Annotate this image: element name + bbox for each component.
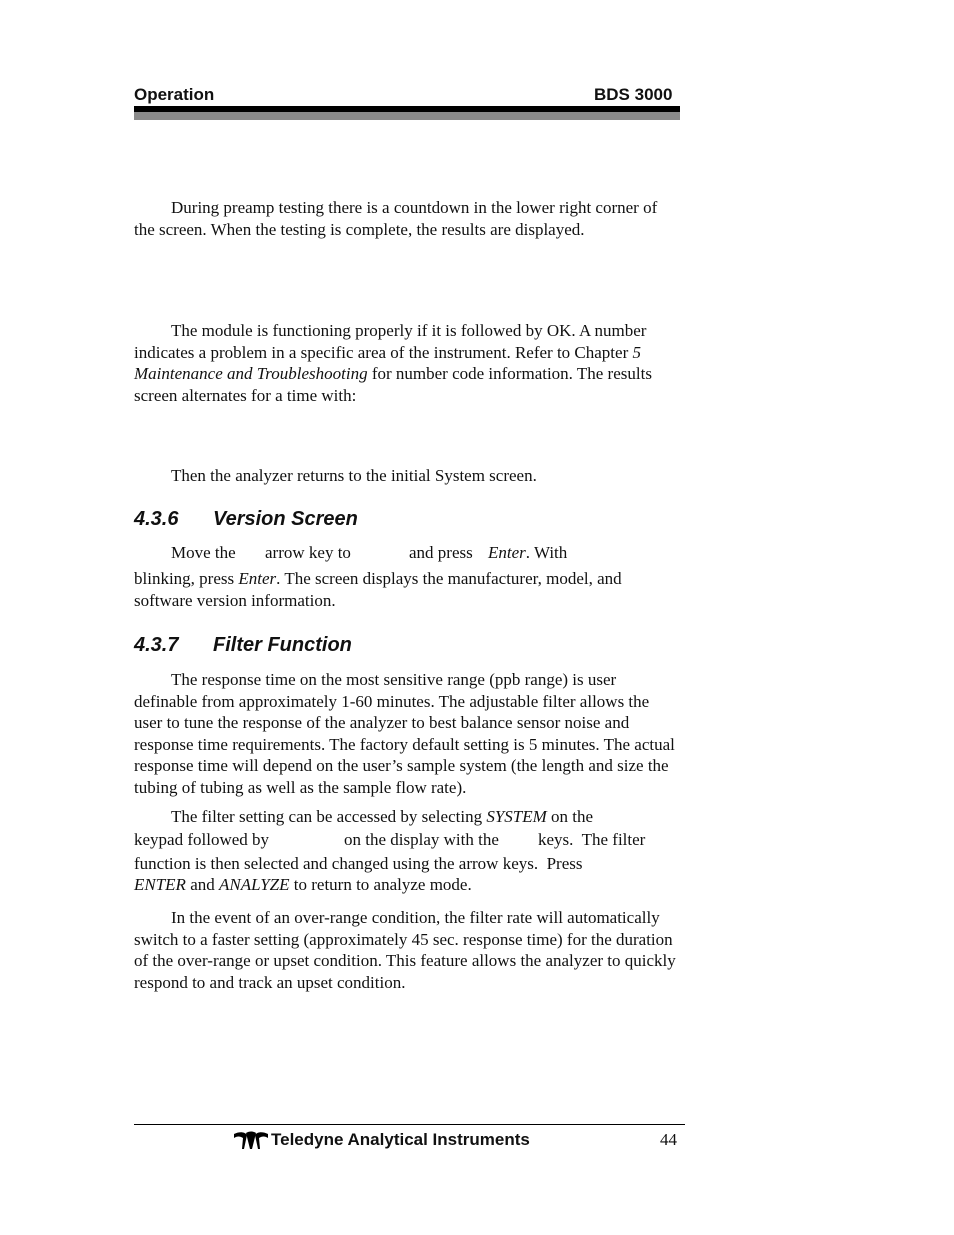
section-title: Filter Function: [213, 634, 352, 656]
paragraph-preamp-testing: [134, 197, 680, 240]
paragraph-text: In the event of an over-range condition, the filter rate will automatically switch to a faster setting (approximately 45 sec. response time) for the duration of the over-range or upset condition. This feature allows the analyzer to quickly respond to and track an upset condition.: [134, 908, 676, 992]
version-text-arrow-key: arrow key to: [265, 543, 351, 562]
system-key-reference: SYSTEM: [486, 807, 547, 826]
paragraph-text: and: [185, 875, 219, 894]
paragraph-text: . The screen displays the manufacturer, model, and software version information.: [134, 569, 622, 610]
section-title: Version Screen: [213, 508, 358, 530]
paragraph-response-time: [134, 669, 680, 799]
enter-key-reference: ENTER: [134, 875, 186, 894]
header-section-title: Operation: [134, 85, 215, 104]
paragraph-text: on the: [546, 807, 594, 826]
filter-setting-line-4: [134, 875, 472, 895]
page-number: 44: [660, 1130, 677, 1149]
footer-company-name: Teledyne Analytical Instruments: [271, 1130, 530, 1149]
chapter-reference: 5 Maintenance and Troubleshooting: [134, 342, 641, 384]
teledyne-logo-icon: [233, 1131, 269, 1151]
version-text-with: . With: [525, 543, 568, 562]
version-text-move: Move the: [171, 543, 236, 562]
footer-rule: [134, 1124, 685, 1125]
paragraph-text: The module is functioning properly if it is followed by OK. A number indicates a problem in a specific area of the instrument. Refer to Chapter: [134, 321, 647, 362]
paragraph-text: The filter setting can be accessed by selecting: [171, 807, 487, 826]
section-number: 4.3.6: [134, 508, 179, 530]
paragraph-version-info: [134, 568, 680, 611]
filter-setting-keypad: keypad followed by: [134, 830, 270, 849]
paragraph-returns-system: [134, 465, 680, 487]
section-number: 4.3.7: [134, 634, 179, 656]
header-document-title: BDS 3000: [594, 85, 673, 104]
paragraph-text: to return to analyze mode.: [289, 875, 472, 894]
paragraph-text: During preamp testing there is a countdown in the lower right corner of the screen. When the testing is complete, the results are displayed.: [134, 198, 658, 239]
version-text-press: and press: [409, 543, 473, 562]
paragraph-text: blinking, press: [134, 569, 239, 588]
filter-setting-display: on the display with the: [344, 830, 499, 849]
header-rule-grey: [134, 112, 680, 120]
analyze-key-reference: ANALYZE: [219, 875, 290, 894]
version-text-enter-line: [488, 543, 567, 563]
paragraph-text: for number code information. The results screen alternates for a time with:: [134, 364, 652, 405]
filter-setting-keys: keys. The filter: [538, 830, 646, 849]
filter-setting-line-3: function is then selected and changed using the arrow keys. Press: [134, 854, 583, 873]
section-heading-version-screen: [134, 508, 358, 531]
paragraph-text: The response time on the most sensitive range (ppb range) is user definable from approximately 1-60 minutes. The adjustable filter allows the user to tune the response of the analyzer to best balance sensor noise and response time requirements. The factory default setting is 5 minutes. The actual response time will depend on the user’s sample system (the length and size the tubing of tubing as well as the sample flow rate).: [134, 670, 675, 797]
section-heading-filter-function: [134, 634, 352, 657]
paragraph-text: Then the analyzer returns to the initial System screen.: [171, 466, 537, 485]
paragraph-over-range: [134, 907, 680, 993]
paragraph-module-functioning: [134, 320, 680, 406]
enter-key-reference: Enter: [238, 569, 277, 588]
enter-key-reference: Enter: [488, 543, 526, 562]
filter-setting-line-1: [171, 807, 593, 827]
